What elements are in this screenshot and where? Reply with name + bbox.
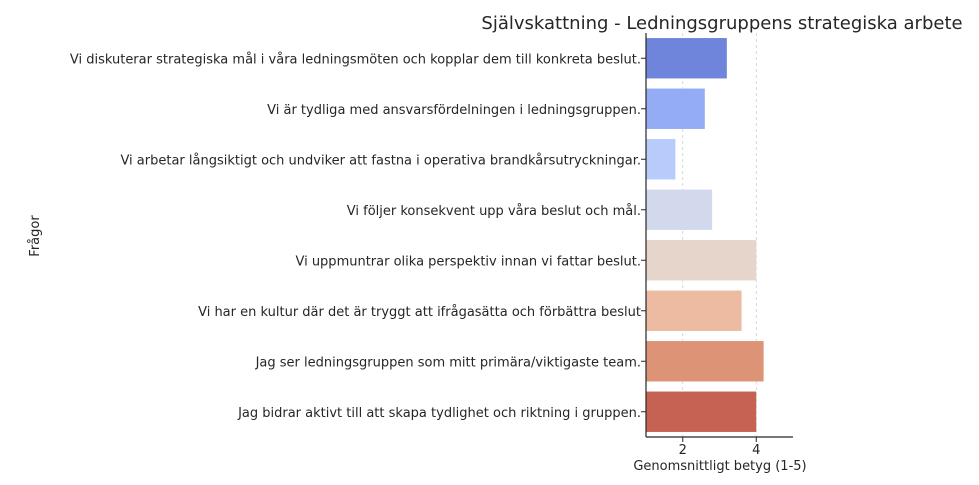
category-label: Jag bidrar aktivt till att skapa tydlighet och riktning i gruppen. — [238, 405, 641, 421]
x-tick-label: 2 — [678, 443, 687, 458]
category-label: Vi är tydliga med ansvarsfördelningen i ledningsgruppen. — [267, 102, 641, 118]
bar — [646, 392, 756, 432]
bar — [646, 38, 727, 78]
x-tick-label: 4 — [752, 443, 761, 458]
y-axis-title: Frågor — [28, 215, 43, 257]
category-labels — [70, 52, 646, 421]
category-label: Vi uppmuntrar olika perspektiv innan vi fattar beslut. — [295, 254, 641, 270]
category-label: Vi diskuterar strategiska mål i våra ledningsmöten och kopplar dem till konkreta beslut. — [69, 52, 641, 68]
category-label: Vi arbetar långsiktigt och undviker att fastna i operativa brandkårsutryckningar. — [120, 153, 641, 169]
bar — [646, 291, 742, 331]
x-ticks — [679, 437, 761, 458]
bar — [646, 190, 712, 230]
category-label: Vi har en kultur där det är tryggt att ifrågasätta och förbättra beslut — [198, 304, 641, 320]
bar — [646, 89, 705, 129]
category-label: Vi följer konsekvent upp våra beslut och mål. — [346, 203, 641, 219]
chart-title: Självskattning - Ledningsgruppens strategiska arbete — [481, 13, 963, 34]
bar — [646, 341, 764, 381]
bars — [646, 38, 764, 432]
bar — [646, 240, 756, 280]
x-axis-title: Genomsnittligt betyg (1-5) — [633, 459, 807, 474]
bar — [646, 139, 675, 179]
category-label: Jag ser ledningsgruppen som mitt primära/viktigaste team. — [255, 355, 641, 371]
